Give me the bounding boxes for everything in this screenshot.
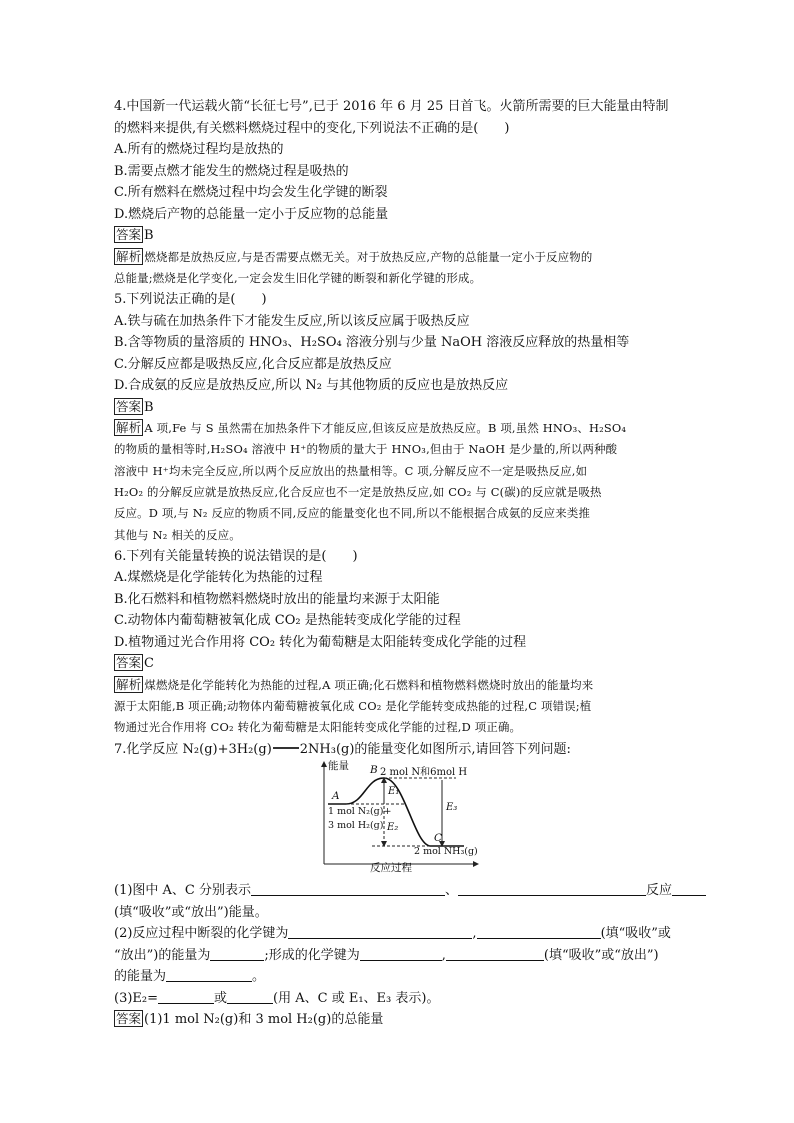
q7-part1-reaction: 反应 bbox=[646, 883, 673, 899]
q7-blank-formed-bond-2[interactable] bbox=[446, 946, 544, 961]
point-b-text: 2 mol N和6mol H bbox=[380, 767, 468, 779]
q7-part2-line3 bbox=[114, 966, 684, 988]
q5-explanation-line4: H₂O₂ 的分解反应就是放热反应,化合反应也不一定是放热反应,如 CO₂ 与 C(碳)的反应就是吸热 bbox=[114, 484, 602, 499]
q4-explanation-line2: 总能量;燃烧是化学变化,一定会发生旧化学键的断裂和新化学键的形成。 bbox=[114, 270, 482, 285]
q5-explanation-line3: 溶液中 H⁺均未完全反应,所以两个反应放出的热量相等。C 项,分解反应不一定是吸热反应,如 bbox=[114, 463, 588, 478]
q7-part1-prompt: (1)图中 A、C 分别表示 bbox=[114, 883, 252, 899]
q4-option-c: C.所有燃料在燃烧过程中均会发生化学键的断裂 bbox=[114, 185, 388, 200]
q7-blank-broken-bond-2[interactable] bbox=[477, 924, 601, 939]
worksheet bbox=[114, 96, 684, 1031]
q7-stem-products: 2NH₃(g)的能量变化如图所示,请回答下列问题: bbox=[299, 741, 571, 757]
q4-answer bbox=[114, 225, 684, 247]
q6-option-d: D.植物通过光合作用将 CO₂ 转化为葡萄糖是太阳能转变成化学能的过程 bbox=[114, 634, 527, 650]
q6-answer-value: C bbox=[144, 656, 154, 672]
point-a-line1: 1 mol N₂(g)+ bbox=[328, 806, 392, 818]
q6-explanation-text1: 煤燃烧是化学能转化为热能的过程,A 项正确;化石燃料和植物燃料燃烧时放出的能量均来 bbox=[144, 677, 594, 692]
q6-answer bbox=[114, 653, 684, 675]
answer-tag: 答案 bbox=[116, 1011, 142, 1027]
point-c-label: C bbox=[434, 832, 443, 845]
q5-explanation-line2: 的物质的量相等时,H₂SO₄ 溶液中 H⁺的物质的量大于 HNO₃,但由于 NaOH 是少量的,所以两种酸 bbox=[114, 442, 618, 457]
q6-explanation-line2: 源于太阳能,B 项正确;动物体内葡萄糖被氧化成 CO₂ 是化学能转变成热能的过程,C 项错误;植 bbox=[114, 699, 592, 714]
q7-sep: 、 bbox=[445, 883, 459, 899]
y-axis-label: 能量 bbox=[328, 760, 349, 773]
q7-comma-2: , bbox=[441, 947, 446, 963]
q7-stem-reactants: 7.化学反应 N₂(g)+3H₂(g) bbox=[114, 741, 272, 757]
energy-diagram bbox=[114, 760, 684, 875]
explanation-tag: 解析 bbox=[116, 248, 142, 264]
q7-stem bbox=[114, 739, 684, 761]
point-c-text: 2 mol NH₃(g) bbox=[414, 846, 478, 858]
q4-answer-value: B bbox=[144, 228, 154, 243]
explanation-tag: 解析 bbox=[116, 420, 142, 436]
q7-part2-line1 bbox=[114, 923, 684, 945]
q7-answer bbox=[114, 1009, 684, 1031]
e1-label: E₁ bbox=[388, 786, 400, 798]
q7-part2-formed-prompt: ;形成的化学键为 bbox=[264, 947, 360, 963]
q5-explanation-line5: 反应。D 项,与 N₂ 反应的物质不同,反应的能量变化也不同,所以不能根据合成氨的反应来类推 bbox=[114, 506, 591, 521]
q4-explanation-line1 bbox=[114, 247, 684, 268]
q7-part2-energy-prompt: “放出”)的能量为 bbox=[114, 947, 211, 963]
q4-explanation-text1: 燃烧都是放热反应,与是否需要点燃无关。对于放热反应,产物的总能量一定小于反应物的 bbox=[144, 249, 593, 264]
q7-part2-hint-2: (填“吸收”或“放出”) bbox=[543, 947, 659, 963]
q7-comma: , bbox=[472, 926, 477, 942]
q7-part2-released-prompt: 的能量为 bbox=[114, 969, 167, 985]
q5-option-a: A.铁与硫在加热条件下才能发生反应,所以该反应属于吸热反应 bbox=[114, 313, 470, 329]
q7-blank-broken-bond-1[interactable] bbox=[288, 924, 472, 939]
equilibrium-sign-icon bbox=[273, 747, 299, 749]
q6-option-c: C.动物体内葡萄糖被氧化成 CO₂ 是热能转变成化学能的过程 bbox=[114, 613, 461, 629]
answer-tag: 答案 bbox=[116, 227, 142, 242]
q5-explanation-text1: A 项,Fe 与 S 虽然需在加热条件下才能反应,但该反应是放热反应。B 项,虽然 HNO₃、H₂SO₄ bbox=[144, 421, 627, 436]
q7-period: 。 bbox=[252, 969, 266, 985]
q7-or: 或 bbox=[214, 990, 228, 1006]
q6-stem: 6.下列有关能量转换的说法错误的是( ) bbox=[114, 548, 358, 564]
q7-blank-c[interactable] bbox=[458, 881, 646, 896]
e3-label: E₃ bbox=[446, 802, 458, 814]
q7-part2-hint: (填“吸收”或 bbox=[600, 926, 671, 942]
q7-blank-formed-bond-1[interactable] bbox=[360, 946, 442, 961]
point-b-label: B bbox=[370, 764, 378, 777]
q7-blank-a[interactable] bbox=[251, 881, 445, 896]
q7-part2-line2 bbox=[114, 945, 684, 967]
q5-explanation-line6: 其他与 N₂ 相关的反应。 bbox=[114, 527, 241, 542]
answer-tag: 答案 bbox=[116, 655, 142, 671]
q7-answer-value: (1)1 mol N₂(g)和 3 mol H₂(g)的总能量 bbox=[144, 1012, 384, 1028]
q6-option-a: A.煤燃烧是化学能转化为热能的过程 bbox=[114, 570, 323, 586]
q6-explanation-line3: 物通过光合作用将 CO₂ 转化为葡萄糖是太阳能转变成化学能的过程,D 项正确。 bbox=[114, 720, 522, 735]
q7-part1-line2: (填“吸收”或“放出”)能量。 bbox=[114, 904, 268, 920]
q5-explanation-line1 bbox=[114, 418, 684, 439]
q4-option-b: B.需要点燃才能发生的燃烧过程是吸热的 bbox=[114, 163, 349, 179]
q6-option-b: B.化石燃料和植物燃料燃烧时放出的能量均来源于太阳能 bbox=[114, 591, 440, 607]
point-a-label: A bbox=[332, 790, 340, 803]
q7-part2-prompt: (2)反应过程中断裂的化学键为 bbox=[114, 926, 289, 942]
explanation-tag: 解析 bbox=[116, 676, 142, 692]
q5-option-b: B.含等物质的量溶质的 HNO₃、H₂SO₄ 溶液分别与少量 NaOH 溶液反应释放的热量相等 bbox=[114, 335, 630, 351]
q7-blank-released-energy[interactable] bbox=[166, 967, 252, 982]
q7-blank-e2-a[interactable] bbox=[158, 989, 214, 1004]
q7-part1-line1 bbox=[114, 880, 684, 902]
q5-answer-value: B bbox=[144, 399, 154, 415]
q4-stem-line1: 4.中国新一代运载火箭“长征七号”,已于 2016 年 6 月 25 日首飞。火箭所需要的巨大能量由特制 bbox=[114, 99, 669, 114]
q5-option-c: C.分解反应都是吸热反应,化合反应都是放热反应 bbox=[114, 356, 392, 372]
q5-stem: 5.下列说法正确的是( ) bbox=[114, 292, 267, 308]
q7-part3 bbox=[114, 988, 684, 1010]
q5-answer bbox=[114, 397, 684, 419]
q5-option-d: D.合成氨的反应是放热反应,所以 N₂ 与其他物质的反应也是放热反应 bbox=[114, 378, 509, 394]
point-a-line2: 3 mol H₂(g) bbox=[328, 820, 384, 832]
q7-part3-prompt: (3)E₂= bbox=[114, 990, 159, 1006]
q7-blank-direction[interactable] bbox=[672, 881, 706, 896]
q7-blank-e2-b[interactable] bbox=[227, 989, 273, 1004]
q7-part3-hint: (用 A、C 或 E₁、E₃ 表示)。 bbox=[273, 990, 440, 1006]
x-axis-label: 反应过程 bbox=[370, 862, 412, 875]
e2-label: E₂ bbox=[387, 822, 399, 834]
q6-explanation-line1 bbox=[114, 675, 684, 696]
answer-tag: 答案 bbox=[116, 398, 142, 414]
q4-stem-line2: 的燃料来提供,有关燃料燃烧过程中的变化,下列说法不正确的是( ) bbox=[114, 120, 510, 136]
q4-option-a: A.所有的燃烧过程均是放热的 bbox=[114, 142, 284, 157]
q4-option-d: D.燃烧后产物的总能量一定小于反应物的总能量 bbox=[114, 206, 389, 222]
q7-blank-absorbed-energy[interactable] bbox=[210, 946, 264, 961]
